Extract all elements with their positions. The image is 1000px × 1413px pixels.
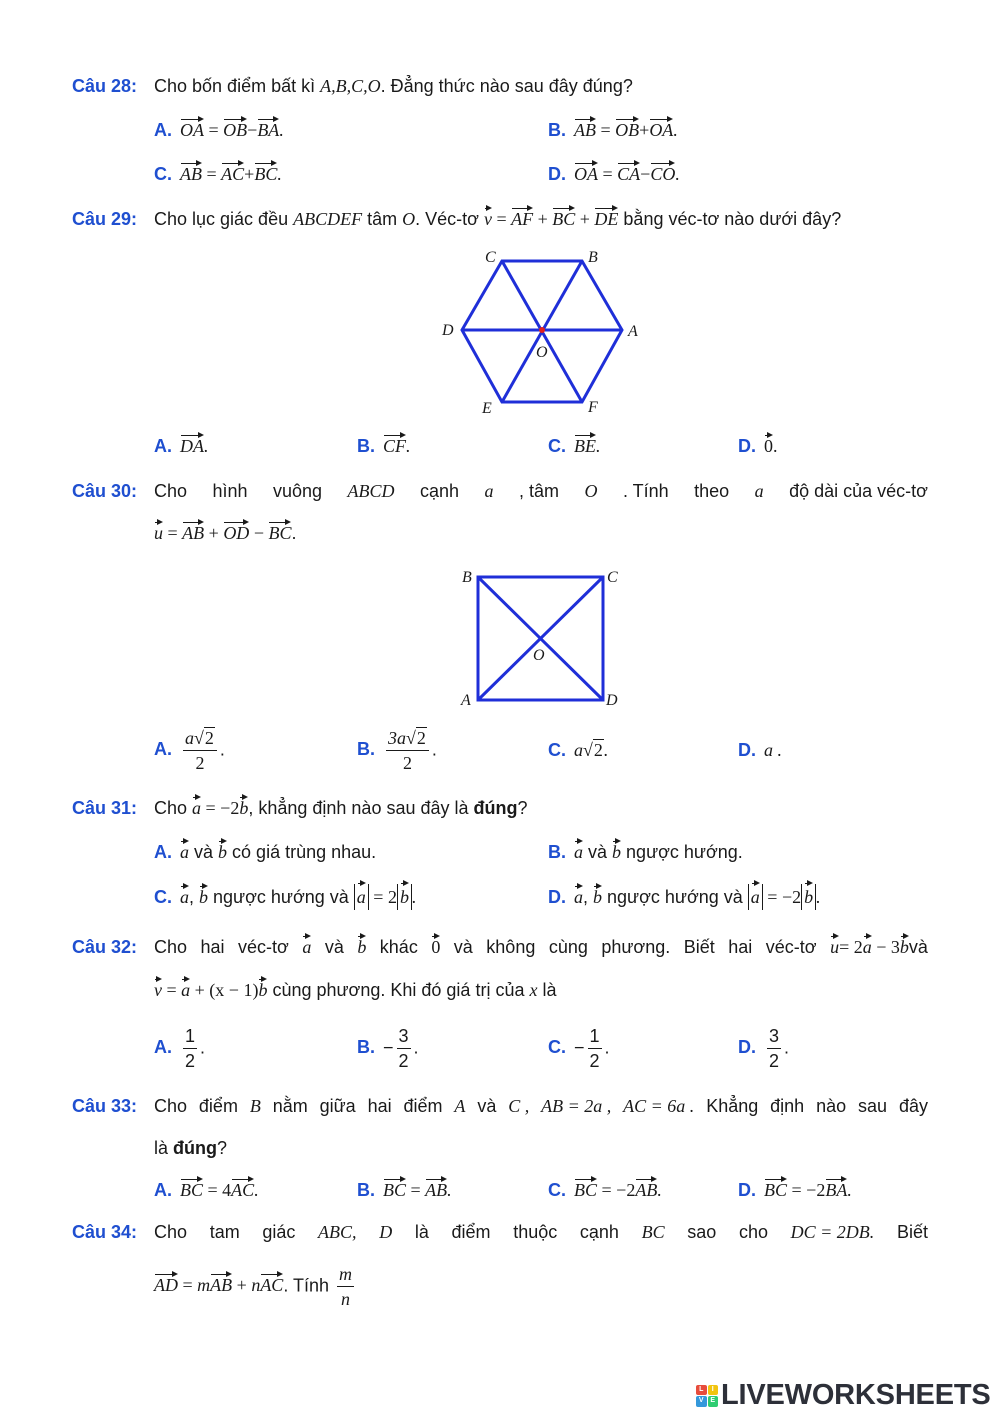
q32-option-a[interactable]: A. $\frac{1}{2}$ . xyxy=(154,1026,206,1071)
q29-option-d[interactable]: D. 0. xyxy=(738,436,778,456)
question-28-text: Cho bốn điểm bất kì A,B,C,O. Đẳng thức nào sau đây đúng? xyxy=(154,76,633,96)
q32-option-c[interactable]: C. − $\frac{1}{2}$ . xyxy=(548,1026,610,1071)
vertex-label-d: D xyxy=(442,322,454,339)
q28-option-d[interactable]: D. OA = CA−CO. xyxy=(548,164,680,184)
question-31-text: Cho a = −2b, khẳng định nào sau đây là đúng? xyxy=(154,798,528,818)
vertex-label-c: C xyxy=(485,249,496,266)
vertex-label-d: D xyxy=(606,692,618,709)
center-label-o: O xyxy=(533,647,545,664)
q33-option-a[interactable]: A. BC = 4AC. xyxy=(154,1180,259,1200)
q28-option-b[interactable]: B. AB = OB+OA. xyxy=(548,120,678,140)
question-34-label: Câu 34: xyxy=(72,1222,138,1242)
hexagon-figure xyxy=(430,240,650,420)
q30-option-a[interactable]: A. $\frac{a√2}{2}$ . xyxy=(154,728,225,773)
q33-option-c[interactable]: C. BC = −2AB. xyxy=(548,1180,662,1200)
q31-option-d[interactable]: D. a, b ngược hướng và a = −2 b . xyxy=(548,884,821,910)
question-29-text: Cho lục giác đều ABCDEF tâm O. Véc-tơ v = AF + BC + DE bằng véc-tơ nào dưới đây? xyxy=(154,209,842,229)
question-29-label: Câu 29: xyxy=(72,209,138,229)
q32-option-b[interactable]: B. − $\frac{3}{2}$ . xyxy=(357,1026,419,1071)
q31-option-c[interactable]: C. a, b ngược hướng và a = 2 b . xyxy=(154,884,416,910)
center-point xyxy=(539,327,545,333)
liveworksheets-mark-icon: L I V E xyxy=(696,1385,718,1407)
vertex-label-e: E xyxy=(482,400,492,417)
square-figure xyxy=(455,562,635,712)
center-label-o: O xyxy=(536,344,548,361)
question-32-label: Câu 32: xyxy=(72,937,138,957)
question-30-label: Câu 30: xyxy=(72,481,138,501)
vertex-label-b: B xyxy=(462,569,472,586)
question-32-text-line2: v = a + (x − 1)b cùng phương. Khi đó giá trị của x là xyxy=(154,980,557,1000)
q30-option-d[interactable]: D. a . xyxy=(738,740,782,760)
question-33-text-line2: là đúng? xyxy=(154,1138,228,1158)
question-30-vector: u = AB + OD − BC. xyxy=(154,523,297,543)
q31-option-b[interactable]: B. a và b ngược hướng. xyxy=(548,842,743,862)
question-30-text: Cho hình vuông ABCD cạnh a , tâm O . Tính theo a độ dài của véc-tơ xyxy=(154,481,928,501)
q29-option-b[interactable]: B. CF. xyxy=(357,436,411,456)
vertex-label-f: F xyxy=(588,399,598,416)
vertex-label-c: C xyxy=(607,569,618,586)
q30-option-b[interactable]: B. $\frac{3a√2}{2}$ . xyxy=(357,728,437,773)
question-33-label: Câu 33: xyxy=(72,1096,138,1116)
q32-option-d[interactable]: D. $\frac{3}{2}$ . xyxy=(738,1026,790,1071)
question-32-text: Cho hai véc-tơ a và b khác 0 và không cùng phương. Biết hai véc-tơ u= 2a − 3bvà xyxy=(154,937,928,957)
question-34-text: Cho tam giác ABC, D là điểm thuộc cạnh BC sao cho DC = 2DB. Biết xyxy=(154,1222,928,1242)
question-31-label: Câu 31: xyxy=(72,798,138,818)
q31-option-a[interactable]: A. a và b có giá trùng nhau. xyxy=(154,842,377,862)
q33-option-d[interactable]: D. BC = −2BA. xyxy=(738,1180,852,1200)
q28-option-c[interactable]: C. AB = AC+BC. xyxy=(154,164,282,184)
question-28-label: Câu 28: xyxy=(72,76,138,96)
q29-option-c[interactable]: C. BE. xyxy=(548,436,601,456)
q29-option-a[interactable]: A. DA. xyxy=(154,436,209,456)
vertex-label-a: A xyxy=(628,323,638,340)
q28-option-a[interactable]: A. OA = OB−BA. xyxy=(154,120,284,140)
liveworksheets-logo xyxy=(696,1379,991,1412)
question-33-text: Cho điểm B nằm giữa hai điểm A và C , AB = 2a , AC = 6a . Khẳng định nào sau đây xyxy=(154,1096,928,1116)
question-34-text-line2: AD = mAB + nAC. Tính $\frac{m}{n}$ xyxy=(154,1264,353,1309)
liveworksheets-text: LIVEWORKSHEETS xyxy=(721,1379,991,1411)
q30-option-c[interactable]: C. a√2. xyxy=(548,740,609,760)
vertex-label-b: B xyxy=(588,249,598,266)
vertex-label-a: A xyxy=(461,692,471,709)
q33-option-b[interactable]: B. BC = AB. xyxy=(357,1180,452,1200)
